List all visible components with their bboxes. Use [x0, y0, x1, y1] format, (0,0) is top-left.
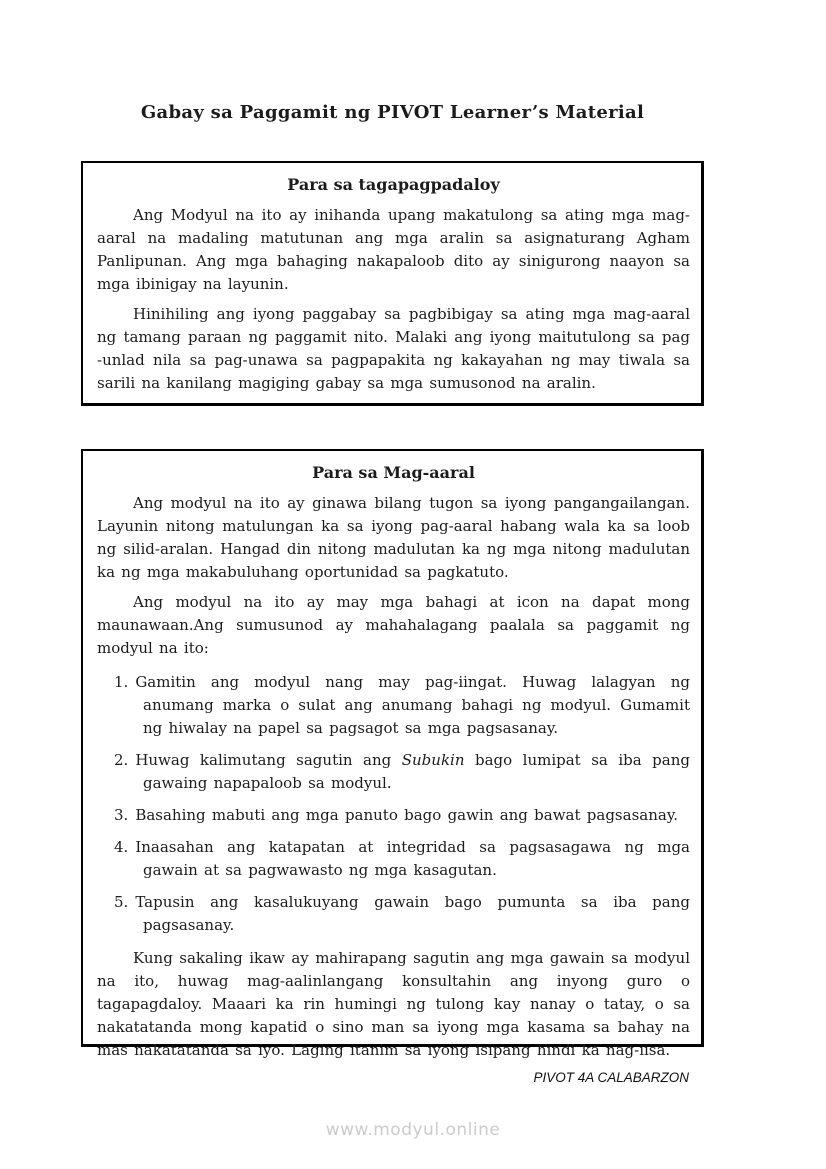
list-item-text: Tapusin ang kasalukuyang gawain bago pumunta sa iba pang pagsasanay. — [135, 893, 690, 934]
list-item — [97, 749, 690, 795]
page-title: Gabay sa Paggamit ng PIVOT Learner’s Material — [140, 102, 645, 123]
list-item-number: 1. — [114, 673, 129, 691]
list-item — [97, 836, 690, 882]
learner-paragraph: Ang modyul na ito ay ginawa bilang tugon sa iyong pangangailangan. Layunin nitong matulungan ka sa iyong pag-aaral habang wala ka sa loob ng silid-aralan. Hangad din nitong madulutan ka ng mga nitong madulutan ka ng mga makabuluhang oportunidad sa pagkatuto. — [97, 494, 690, 581]
list-item-text: Inaasahan ang katapatan at integridad sa pagsasagawa ng mga gawain at sa pagwawasto ng mga kasagutan. — [135, 838, 690, 879]
watermark: www.modyul.online — [325, 1120, 501, 1140]
learner-paragraph: Ang modyul na ito ay may mga bahagi at icon na dapat mong maunawaan.Ang sumusunod ay mahahalagang paalala sa paggamit ng modyul na ito: — [97, 593, 690, 657]
list-item-number: 2. — [114, 751, 129, 769]
learner-box-heading: Para sa Mag-aaral — [312, 463, 475, 482]
list-item-number: 4. — [114, 838, 129, 856]
facilitator-box — [81, 161, 704, 406]
footer-text: PIVOT 4A CALABARZON — [533, 1070, 689, 1085]
list-item — [97, 891, 690, 937]
list-item-text: Basahing mabuti ang mga panuto bago gawin ang bawat pagsasanay. — [135, 806, 679, 824]
list-item-text: Huwag kalimutang sagutin ang — [135, 751, 402, 769]
list-item-number: 5. — [114, 893, 129, 911]
facilitator-paragraph: Ang Modyul na ito ay inihanda upang makatulong sa ating mga mag-aaral na madaling matutunan ang mga aralin sa asignaturang Agham Panlipunan. Ang mga bahaging nakapaloob dito ay sinigurong naayon sa mga ibinigay na layunin. — [97, 206, 690, 293]
list-item-italic-term: Subukin — [401, 751, 465, 769]
facilitator-paragraph: Hinihiling ang iyong paggabay sa pagbibigay sa ating mga mag-aaral ng tamang paraan ng paggamit nito. Malaki ang iyong maitutulong sa pag -unlad nila sa pag-unawa sa pagpapakita ng kakayahan ng may tiwala sa sarili na kanilang magiging gabay sa mga sumusonod na aralin. — [97, 305, 690, 392]
learner-closing-paragraph: Kung sakaling ikaw ay mahirapang sagutin ang mga gawain sa modyul na ito, huwag mag-aalinlangang konsultahin ang inyong guro o tagapagdaloy. Maaari ka rin humingi ng tulong kay nanay o tatay, o sa nakatatanda mong kapatid o sino man sa iyong mga kasama sa bahay na mas nakatatanda sa iyo. Laging itanim sa iyong isipang hindi ka nag-iisa. — [97, 949, 690, 1059]
list-item-text: bago lumipat sa iba pang gawaing napapaloob sa modyul. — [143, 751, 690, 792]
list-item — [97, 671, 690, 740]
learner-box — [81, 449, 704, 1059]
instruction-list — [97, 671, 690, 937]
list-item-number: 3. — [114, 806, 129, 824]
list-item-text: Gamitin ang modyul nang may pag-iingat. Huwag lalagyan ng anumang marka o sulat ang anumang bahagi ng modyul. Gumamit ng hiwalay na papel sa pagsagot sa mga pagsasanay. — [135, 673, 690, 737]
list-item — [97, 804, 690, 827]
facilitator-box-heading: Para sa tagapagpadaloy — [287, 175, 500, 194]
